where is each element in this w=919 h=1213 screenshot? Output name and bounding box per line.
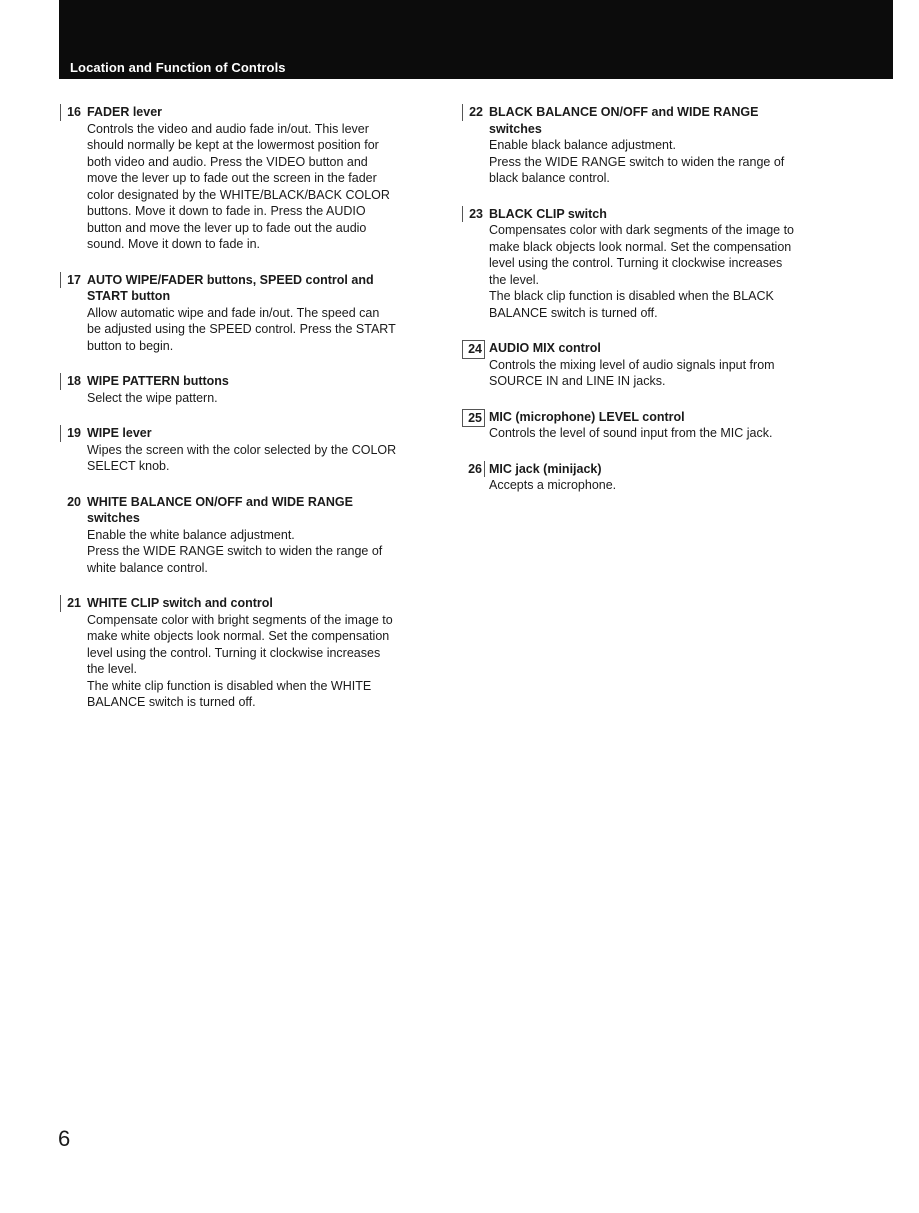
page-number: 6 xyxy=(58,1126,71,1151)
list-item xyxy=(462,104,832,187)
item-description: Controls the level of sound input from the MIC jack. xyxy=(489,426,773,440)
list-item xyxy=(462,461,832,494)
item-number: 21 xyxy=(60,595,83,612)
item-number: 18 xyxy=(60,373,83,390)
item-description: Compensate color with bright segments of the image to make white objects look normal. Set the compensation level using the control. Turning it clockwise increases the level. The white clip function is disabled when the WHITE BALANCE switch is turned off. xyxy=(87,612,393,709)
list-item xyxy=(462,206,832,322)
item-description: Wipes the screen with the color selected by the COLOR SELECT knob. xyxy=(87,442,397,473)
item-title: WHITE BALANCE ON/OFF and WIDE RANGE switches xyxy=(87,494,353,525)
list-item xyxy=(60,425,430,475)
item-title: BLACK BALANCE ON/OFF and WIDE RANGE switches xyxy=(489,105,759,136)
item-number: 19 xyxy=(60,425,83,442)
right-column xyxy=(462,104,832,513)
item-description: Compensates color with dark segments of the image to make black objects look normal. Set the compensation level using the control. Turning it clockwise increases the level. The black clip function is disabled when the BLACK BALANCE switch is turned off. xyxy=(489,223,795,320)
item-description: Allow automatic wipe and fade in/out. The speed can be adjusted using the SPEED control. Press the START button to begin. xyxy=(87,305,396,353)
item-number: 20 xyxy=(67,494,81,509)
item-number: 16 xyxy=(60,104,83,121)
item-title: WHITE CLIP switch and control xyxy=(87,596,273,610)
list-item xyxy=(60,272,430,355)
item-title: BLACK CLIP switch xyxy=(489,206,607,221)
list-item xyxy=(60,104,430,253)
item-number: 26 xyxy=(462,461,485,478)
item-title: MIC (microphone) LEVEL control xyxy=(489,409,685,424)
header-bar xyxy=(59,0,893,79)
item-title: FADER lever xyxy=(87,105,163,119)
item-number: 17 xyxy=(60,272,83,289)
list-item xyxy=(462,409,832,442)
item-description: Accepts a microphone. xyxy=(489,478,617,492)
list-item xyxy=(60,494,430,577)
item-description: Enable the white balance adjustment. Press the WIDE RANGE switch to widen the range of white balance control. xyxy=(87,527,383,575)
item-title: WIPE PATTERN buttons xyxy=(87,374,229,388)
item-number: 25 xyxy=(462,409,485,428)
item-number: 24 xyxy=(462,340,485,359)
item-title: WIPE lever xyxy=(87,426,152,440)
item-number: 22 xyxy=(462,104,485,121)
item-description: Controls the mixing level of audio signals input from SOURCE IN and LINE IN jacks. xyxy=(489,357,775,388)
item-number: 23 xyxy=(462,206,485,223)
item-title: AUTO WIPE/FADER buttons, SPEED control and START button xyxy=(87,272,374,303)
list-item xyxy=(60,595,430,711)
item-description: Select the wipe pattern. xyxy=(87,390,218,405)
left-column xyxy=(60,104,430,730)
item-title: AUDIO MIX control xyxy=(489,341,601,355)
item-description: Controls the video and audio fade in/out. This lever should normally be kept at the lowermost position for both video and audio. Press the VIDEO button and move the lever up to fade out the screen in the fader color designated by the WHITE/BLACK/BACK COLOR buttons. Move it down to fade in. Press the AUDIO button and move the lever up to fade out the audio sound. Move it down to fade in. xyxy=(87,121,390,251)
item-description: Enable black balance adjustment. Press the WIDE RANGE switch to widen the range of black balance control. xyxy=(489,138,785,185)
list-item xyxy=(60,373,430,406)
page-title: Location and Function of Controls xyxy=(70,60,286,75)
list-item xyxy=(462,340,832,390)
item-title: MIC jack (minijack) xyxy=(489,461,602,476)
